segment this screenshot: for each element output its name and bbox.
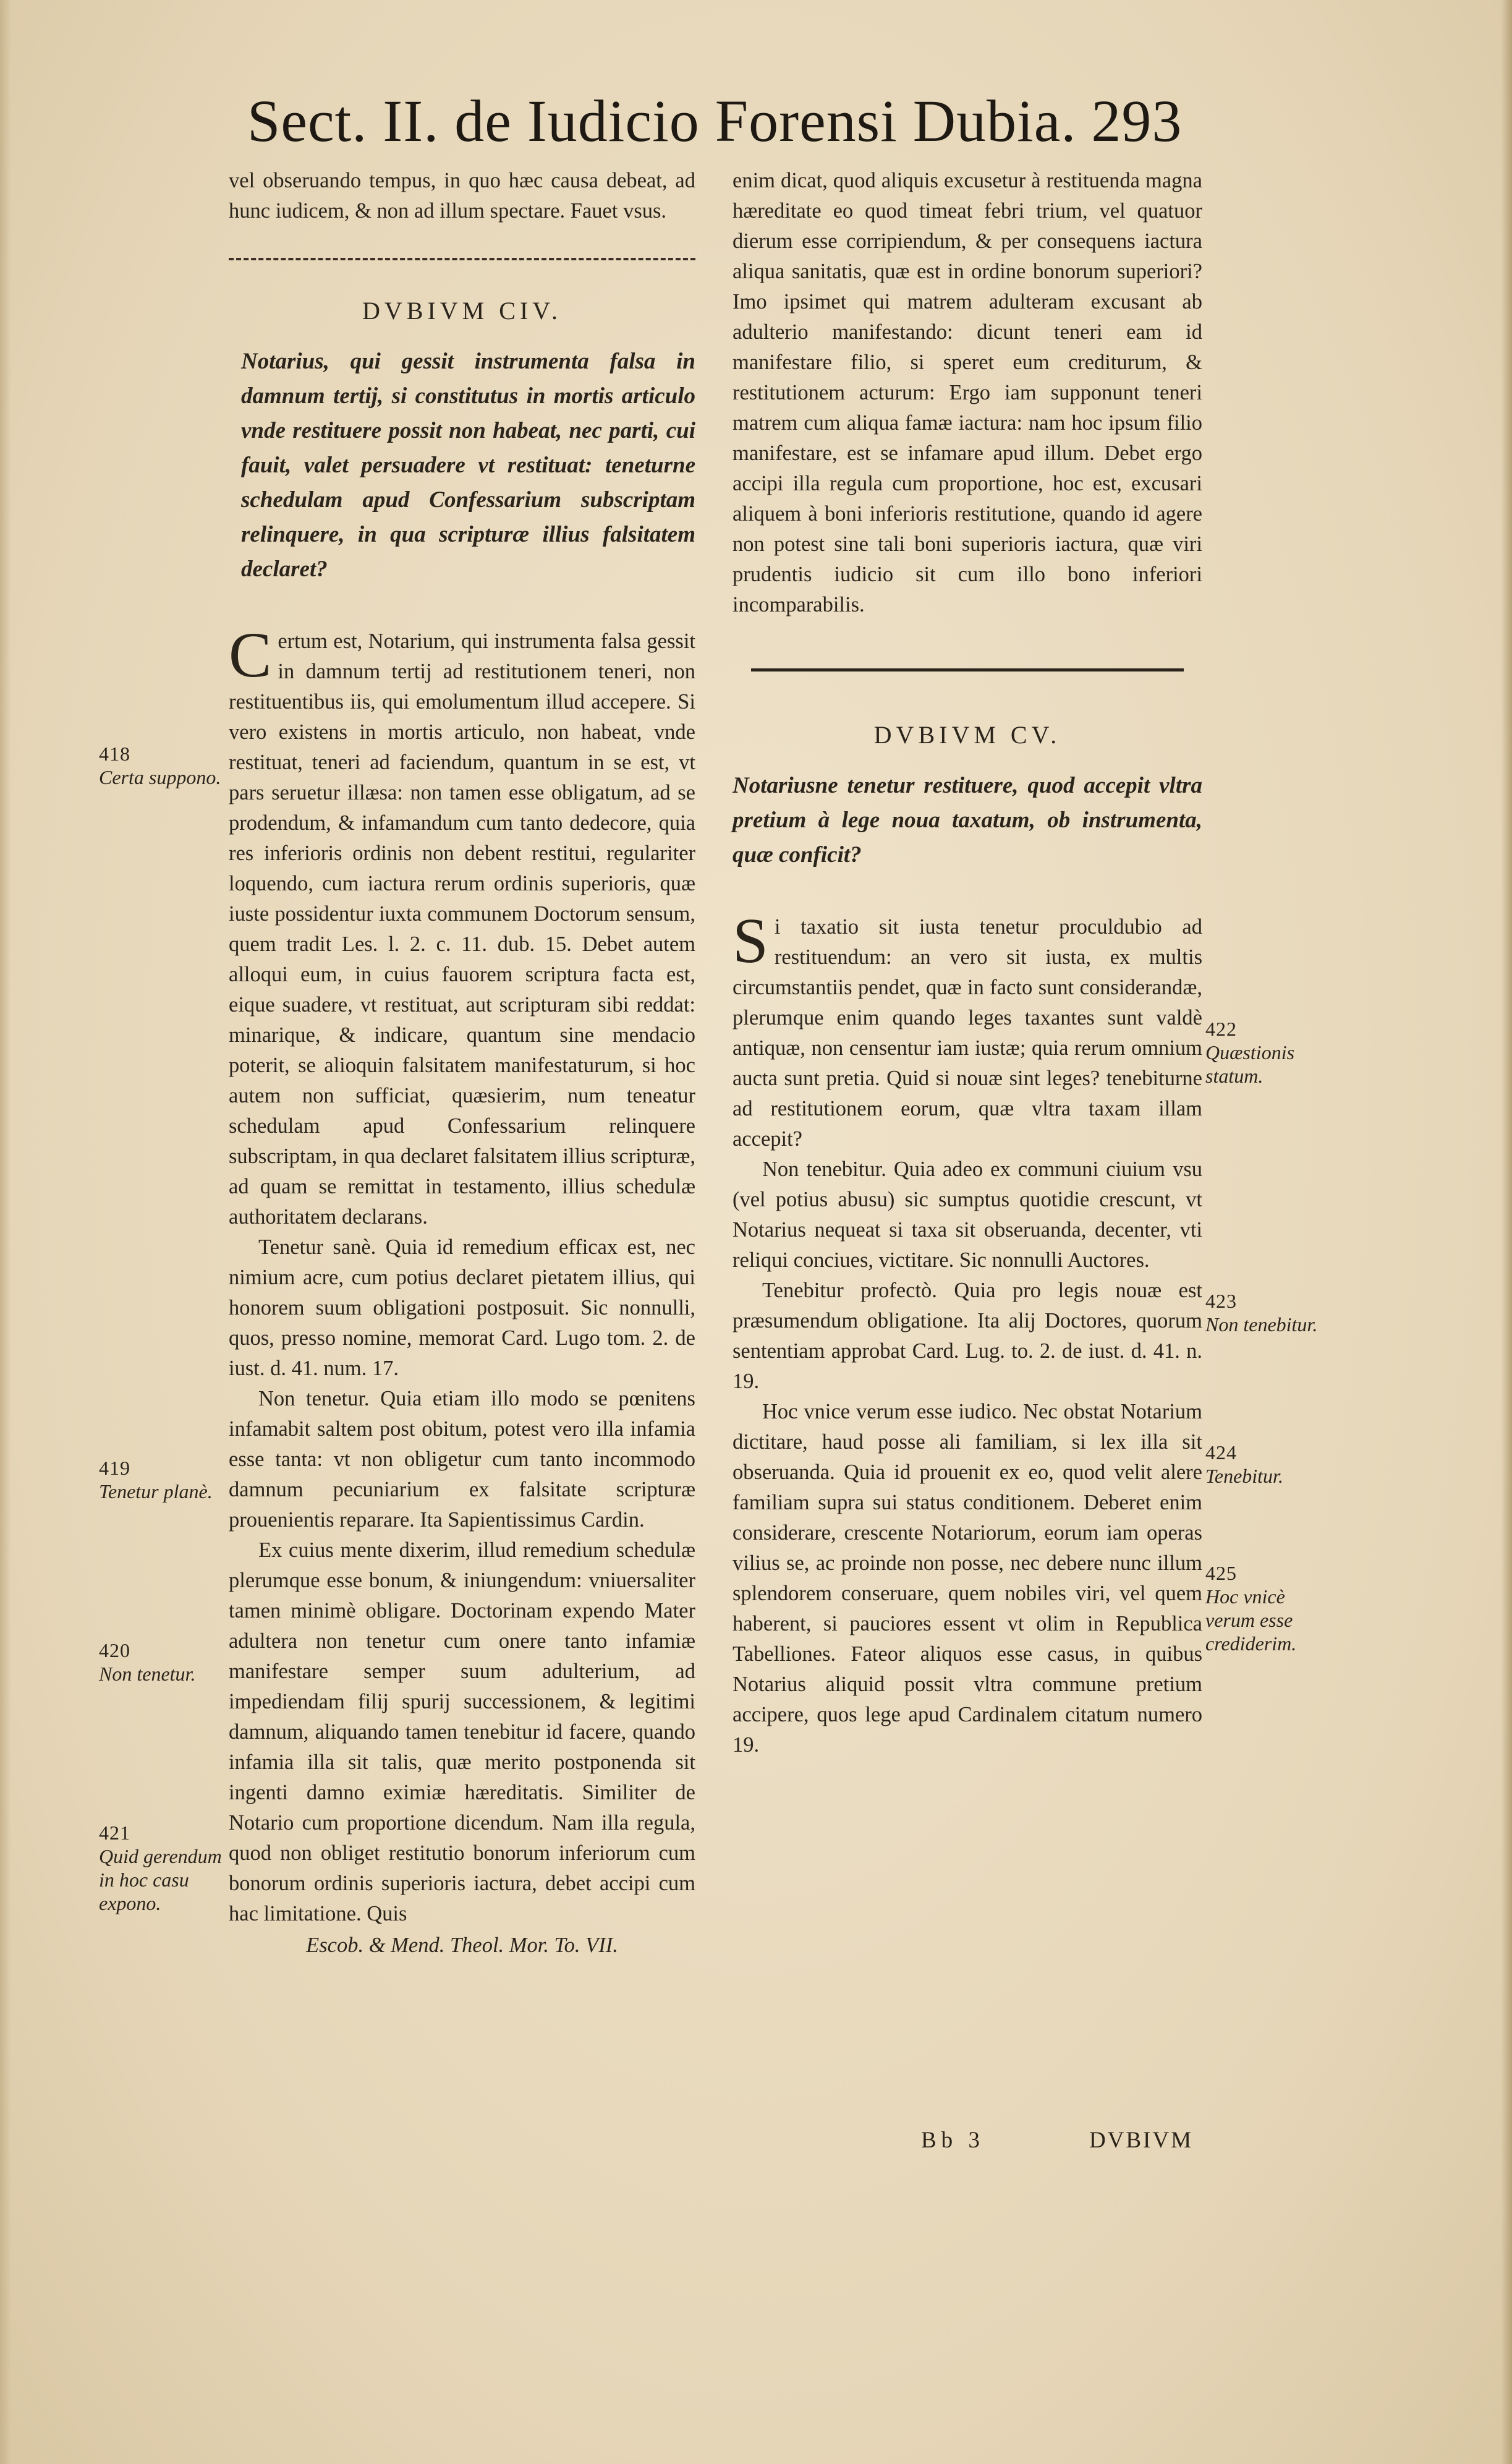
margin-note-425 <box>1205 1561 1329 1655</box>
page-number: 293 <box>1091 88 1183 154</box>
paragraph-423: Non tenebitur. Quia adeo ex communi ciuium vsu (vel potius abusu) sic sumptus quotidie crescunt, vt Notarius nequeat si taxa sit obseruanda, decenter, vti reliqui conciues, victitare. Sic nonnulli Auctores. <box>733 1157 1202 1272</box>
margin-note-number: 422 <box>1205 1018 1237 1040</box>
margin-note-422 <box>1205 1017 1329 1088</box>
catchword-line <box>921 2127 1205 2154</box>
left-opening-text: vel obseruando tempus, in quo hæc causa debeat, ad hunc iudicem, & non ad illum spectare. Fauet vsus. <box>229 169 695 223</box>
left-column <box>229 166 695 1961</box>
ornament-divider <box>229 256 695 262</box>
running-head <box>247 87 1212 155</box>
margin-note-424 <box>1205 1441 1329 1488</box>
margin-note-text: Non tenetur. <box>99 1663 196 1685</box>
margin-note-418 <box>99 742 223 789</box>
paragraph-418: Certum est, Notarium, qui instrumenta falsa gessit in damnum tertij ad restitutionem teneri, non restituentibus iis, qui emolumentum illud accepere. Si vero existens in mortis articulo, non habeat, vnde restituat, teneri ad faciendum, quantum in se est, vt pars seruetur illæsa: non tamen esse obligatum, ad se prodendum, & infamandum cum tanto dedecore, quia res inferioris ordinis non debent restitui, regulariter loquendo, cum iactura rerum ordinis superioris, quæ iuste possidentur iuxta communem Doctorum sensum, quem tradit Les. l. 2. c. 11. dub. 15. Debet autem alloqui eum, in cuius fauorem scriptura facta est, eique suadere, vt restituat, aut scripturam sibi reddat: minarique, & indicare, quantum sine mendacio poterit, se alioquin falsitatem manifestaturum, si hoc autem non sufficiat, quæsierim, num teneatur schedulam apud Confessarium relinquere subscriptam, in qua declaret falsitatem illius scripturæ, ad quam se remittat in testamento, illius schedulæ authoritatem declarans. <box>229 620 695 1229</box>
margin-note-number: 424 <box>1205 1441 1237 1464</box>
dubium-question-cv: Notariusne tenetur restituere, quod accepit vltra pretium à lege noua taxatum, ob instrumenta, quæ conficit? <box>733 773 1202 868</box>
catchword: DVBIVM <box>1089 2128 1193 2153</box>
margin-note-text: Quid gerendum in hoc casu expono. <box>99 1845 222 1914</box>
paragraph-419: Tenetur sanè. Quia id remedium efficax est, nec nimium acre, cum potius declaret pietatem illius, qui honorem suum obligationi postposuit. Sic nonnulli, quos, presso nomine, memorat Card. Lugo tom. 2. de iust. d. 41. num. 17. <box>229 1235 695 1380</box>
dubium-question-civ: Notarius, qui gessit instrumenta falsa in damnum tertij, si constitutus in mortis articulo vnde restituere possit non habeat, nec parti, cui fauit, valet persuadere vt restituat: teneturne schedulam apud Confessarium subscriptam relinquere, in qua scripturæ illius falsitatem declaret? <box>241 349 695 582</box>
margin-note-421 <box>99 1821 223 1915</box>
margin-note-text: Non tenebitur. <box>1205 1313 1318 1336</box>
right-opening-text: enim dicat, quod aliquis excusetur à restituenda magna hæreditate eo quod timeat febri trium, vel quatuor dierum esse corripiendum, & per consequens iactura aliqua sanitatis, quæ est in ordine bonorum superiori? Imo ipsimet qui matrem adulteram excusant ab adulterio manifestando: dicunt teneri eam id manifestare filio, si speret eum crediturum, & restitutionem acturum: Ergo iam supponunt teneri matrem cum aliqua famæ iactura: nam hoc ipsum filio manifestare, est se infamare apud illum. Debet ergo accipi illa regula cum proportione, hoc est, excusari aliquem à boni inferioris restitutione, quando id agere non potest sine tali boni superioris iactura, quæ viri prudentis iudicio sit cum illo bono inferiori incomparabilis. <box>733 169 1202 616</box>
margin-note-423 <box>1205 1289 1329 1336</box>
paragraph-421: Ex cuius mente dixerim, illud remedium schedulæ plerumque esse bonum, & iniungendum: vniuersaliter tamen minimè obligare. Doctorinam expendo Mater adultera non tenetur cum onere tanto infamiæ manifestare semper suum adulterium, ad impediendam filij spurij successionem, & legitimi damnum, aliquando tamen tenebitur id facere, quando infamia illa sit talis, quæ merito postponenda sit ingenti damno eximiæ hæreditatis. Similiter de Notario cum proportione dicendum. Nam illa regula, quod non obliget restitutio bonorum inferiorum cum bonorum ordinis superioris iactura, debet accipi cum hac limitatione. Quis <box>229 1538 695 1925</box>
page-edge-left <box>0 0 11 2464</box>
section-rule <box>751 668 1184 671</box>
margin-note-419 <box>99 1456 223 1503</box>
paragraph-422: Si taxatio sit iusta tenetur proculdubio ad restituendum: an vero sit iusta, ex multis circumstantiis pendet, quæ in facto sunt considerandæ, plerumque enim quando leges taxantes sunt valdè antiquæ, non censentur iam iustæ; quia rerum omnium aucta sunt pretia. Quid si nouæ sint leges? tenebiturne ad restitutionem eorum, quæ vltra taxam illam accepit? <box>733 905 1202 1151</box>
margin-note-text: Hoc vnicè verum esse crediderim. <box>1205 1585 1297 1655</box>
margin-note-text: Certa suppono. <box>99 766 221 788</box>
paragraph-420: Non tenetur. Quia etiam illo modo se pœnitens infamabit saltem post obitum, potest vero illa infamia esse tanta: vt non obligetur cum tanto incommodo damnum pecuniarium ex falsitate scripturæ prouenientis reparare. Ita Sapientissimus Cardin. <box>229 1387 695 1532</box>
signature-line: Escob. & Mend. Theol. Mor. To. VII. <box>306 1933 618 1957</box>
margin-note-text: Quæstionis statum. <box>1205 1041 1295 1087</box>
margin-note-text: Tenebitur. <box>1205 1465 1283 1487</box>
margin-note-number: 421 <box>99 1822 130 1844</box>
running-title: Sect. II. de Iudicio Forensi Dubia. <box>247 88 1077 154</box>
margin-note-420 <box>99 1639 223 1686</box>
margin-note-number: 425 <box>1205 1562 1237 1584</box>
margin-note-number: 419 <box>99 1457 130 1479</box>
margin-note-number: 423 <box>1205 1290 1237 1312</box>
margin-note-number: 420 <box>99 1639 130 1661</box>
page-edge-right <box>1501 0 1512 2464</box>
signature-mark: Bb 3 <box>921 2128 985 2153</box>
paragraph-425: Hoc vnice verum esse iudico. Nec obstat Notarium dictitare, haud posse ali familiam, si lex illa sit obseruanda. Quia id prouenit ex eo, quod velit alere familiam supra sui status conditionem. Deberet enim considerare, crescente Notariorum, eorum iam operas vilius se, ac proinde non posse, nec debere nunc illum splendorem conseruare, quem nobiles viri, vel quem haberent, si pauciores essent vt olim in Republica Tabelliones. Fateor aliquos esse casus, in quibus Notarius aliquid possit vltra commune pretium accipere, quos lege apud Cardinalem citatum numero 19. <box>733 1400 1202 1757</box>
margin-note-text: Tenetur planè. <box>99 1480 213 1503</box>
paragraph-424: Tenebitur profectò. Quia pro legis nouæ est præsumendum obligatione. Ita alij Doctores, quorum sententiam approbat Card. Lug. to. 2. de iust. d. 41. n. 19. <box>733 1279 1202 1393</box>
dubium-heading-cv: DVBIVM CV. <box>873 721 1061 749</box>
margin-note-number: 418 <box>99 743 130 765</box>
right-column <box>733 166 1202 1760</box>
dubium-heading-civ: DVBIVM CIV. <box>362 297 562 325</box>
